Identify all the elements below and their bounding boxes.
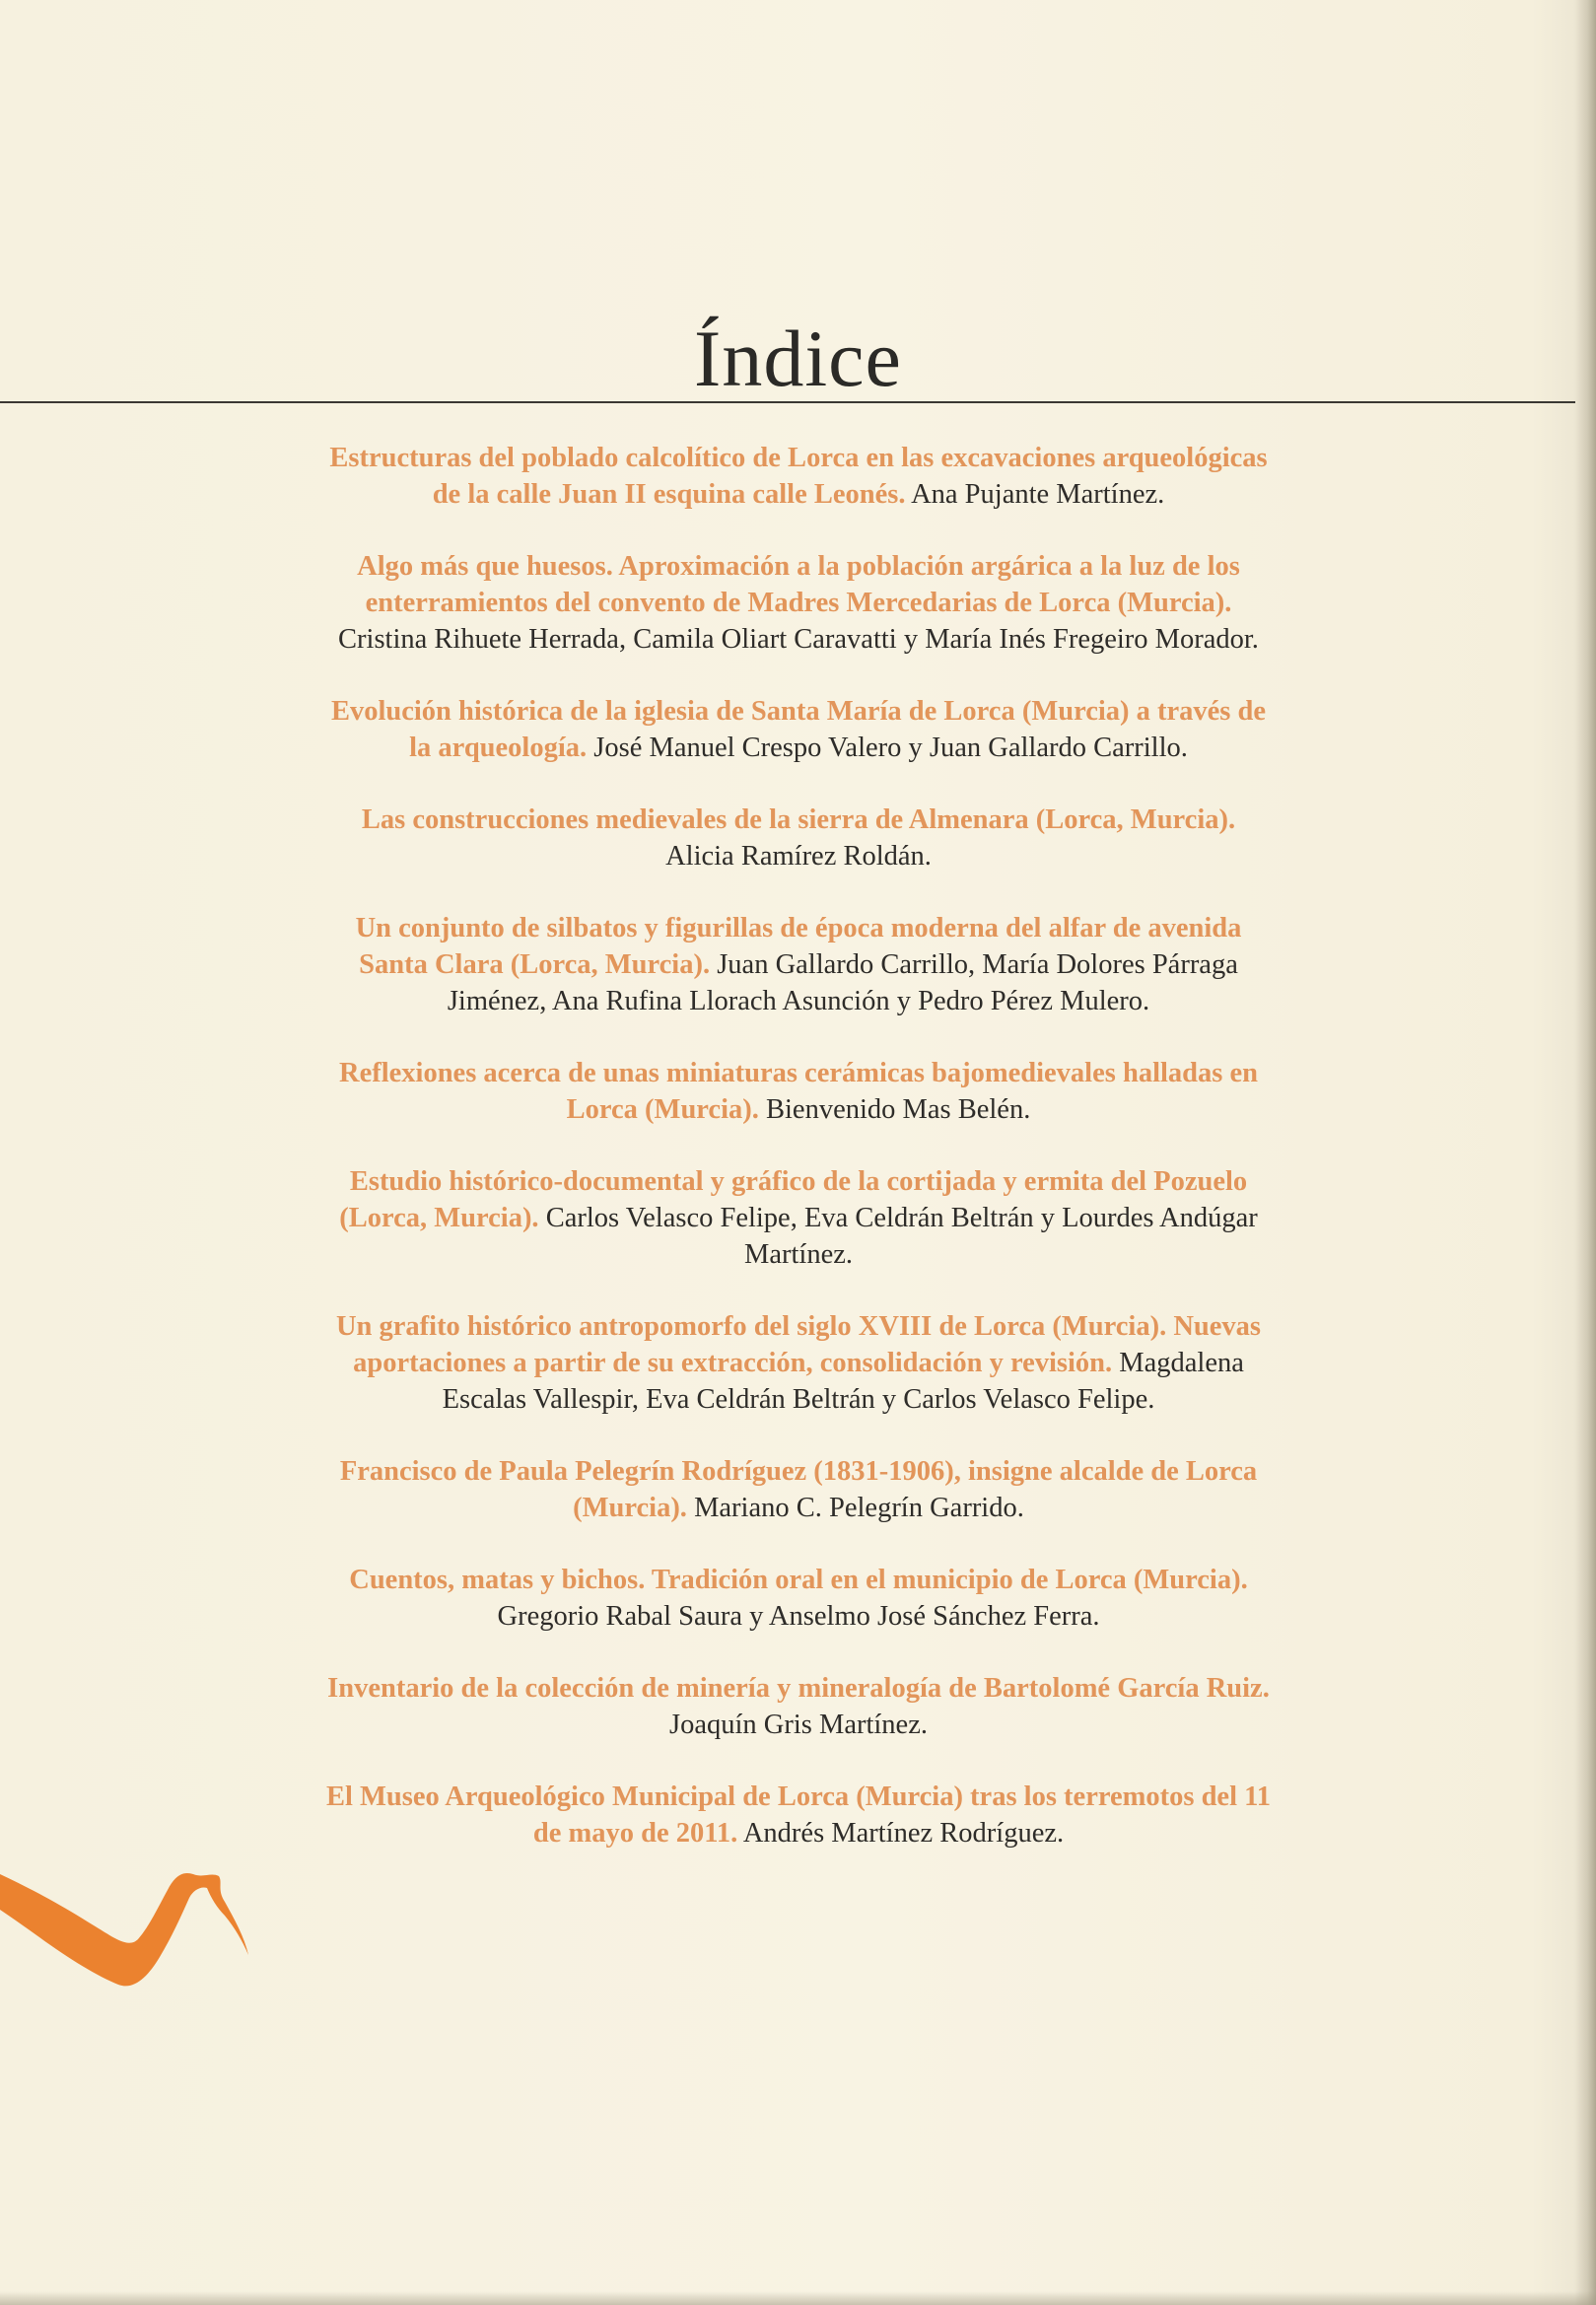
toc-entry-authors: Andrés Martínez Rodríguez. xyxy=(742,1818,1065,1849)
toc-entry-title: Las construcciones medievales de la sierra de Almenara (Lorca, Murcia). xyxy=(361,804,1236,835)
toc-entry xyxy=(325,440,1272,513)
brush-stroke-icon xyxy=(0,1873,248,1986)
toc-entry-authors: Juan Gallardo Carrillo, María Dolores Párraga Jiménez, Ana Rufina Llorach Asunción y Pedro Pérez Mulero. xyxy=(447,949,1238,1016)
toc-entry-title: Un grafito histórico antropomorfo del siglo XVIII de Lorca (Murcia). Nuevas aportaciones a partir de su extracción, consolidación y revisión. xyxy=(335,1311,1262,1378)
table-of-contents xyxy=(325,440,1272,1887)
toc-entry xyxy=(325,548,1272,658)
toc-entry xyxy=(325,1308,1272,1418)
toc-entry xyxy=(325,1055,1272,1128)
toc-entry-authors: Cristina Rihuete Herrada, Camila Oliart Caravatti y María Inés Fregeiro Morador. xyxy=(338,624,1259,655)
toc-entry-title: Un conjunto de silbatos y figurillas de época moderna del alfar de avenida Santa Clara (Lorca, Murcia). xyxy=(355,913,1242,980)
toc-entry-title: Reflexiones acerca de unas miniaturas cerámicas bajomedievales halladas en Lorca (Murcia). xyxy=(339,1058,1258,1125)
toc-entry xyxy=(325,693,1272,766)
toc-entry-title: Algo más que huesos. Aproximación a la población argárica a la luz de los enterramientos del convento de Madres Mercedarias de Lorca (Murcia). xyxy=(357,551,1240,618)
toc-entry xyxy=(325,1163,1272,1273)
toc-entry-title: Estructuras del poblado calcolítico de Lorca en las excavaciones arqueológicas de la calle Juan II esquina calle Leonés. xyxy=(329,443,1268,510)
toc-entry-authors: Mariano C. Pelegrín Garrido. xyxy=(694,1493,1024,1523)
toc-entry-title: Estudio histórico-documental y gráfico de la cortijada y ermita del Pozuelo (Lorca, Murcia). xyxy=(339,1166,1248,1233)
toc-entry-title: El Museo Arqueológico Municipal de Lorca (Murcia) tras los terremotos del 11 de mayo de 2011. xyxy=(325,1781,1272,1849)
toc-entry-title: Francisco de Paula Pelegrín Rodríguez (1831-1906), insigne alcalde de Lorca (Murcia). xyxy=(339,1456,1258,1523)
toc-entry-authors: Carlos Velasco Felipe, Eva Celdrán Beltrán y Lourdes Andúgar Martínez. xyxy=(545,1203,1258,1270)
toc-entry-authors: Alicia Ramírez Roldán. xyxy=(665,841,932,872)
toc-entry xyxy=(325,1453,1272,1526)
toc-entry-title: Inventario de la colección de minería y mineralogía de Bartolomé García Ruiz. xyxy=(327,1673,1270,1704)
toc-entry xyxy=(325,1779,1272,1851)
title-rule xyxy=(0,401,1575,403)
toc-entry-authors: Joaquín Gris Martínez. xyxy=(669,1710,928,1740)
page-bottom-shadow xyxy=(0,2291,1596,2305)
brush-stroke-decoration xyxy=(0,1868,256,2006)
toc-entry-authors: Magdalena Escalas Vallespir, Eva Celdrán Beltrán y Carlos Velasco Felipe. xyxy=(442,1348,1244,1415)
toc-entry xyxy=(325,1562,1272,1635)
toc-entry xyxy=(325,1670,1272,1743)
toc-entry-title: Evolución histórica de la iglesia de Santa María de Lorca (Murcia) a través de la arqueología. xyxy=(330,696,1267,763)
toc-entry xyxy=(325,910,1272,1019)
toc-entry-title: Cuentos, matas y bichos. Tradición oral en el municipio de Lorca (Murcia). xyxy=(349,1565,1248,1595)
toc-entry-authors: Bienvenido Mas Belén. xyxy=(766,1094,1031,1125)
toc-entry xyxy=(325,802,1272,874)
toc-entry-authors: Gregorio Rabal Saura y Anselmo José Sánchez Ferra. xyxy=(497,1601,1100,1632)
toc-entry-authors: Ana Pujante Martínez. xyxy=(911,479,1165,510)
page-title: Índice xyxy=(694,314,902,403)
toc-entry-authors: José Manuel Crespo Valero y Juan Gallardo Carrillo. xyxy=(593,733,1188,763)
